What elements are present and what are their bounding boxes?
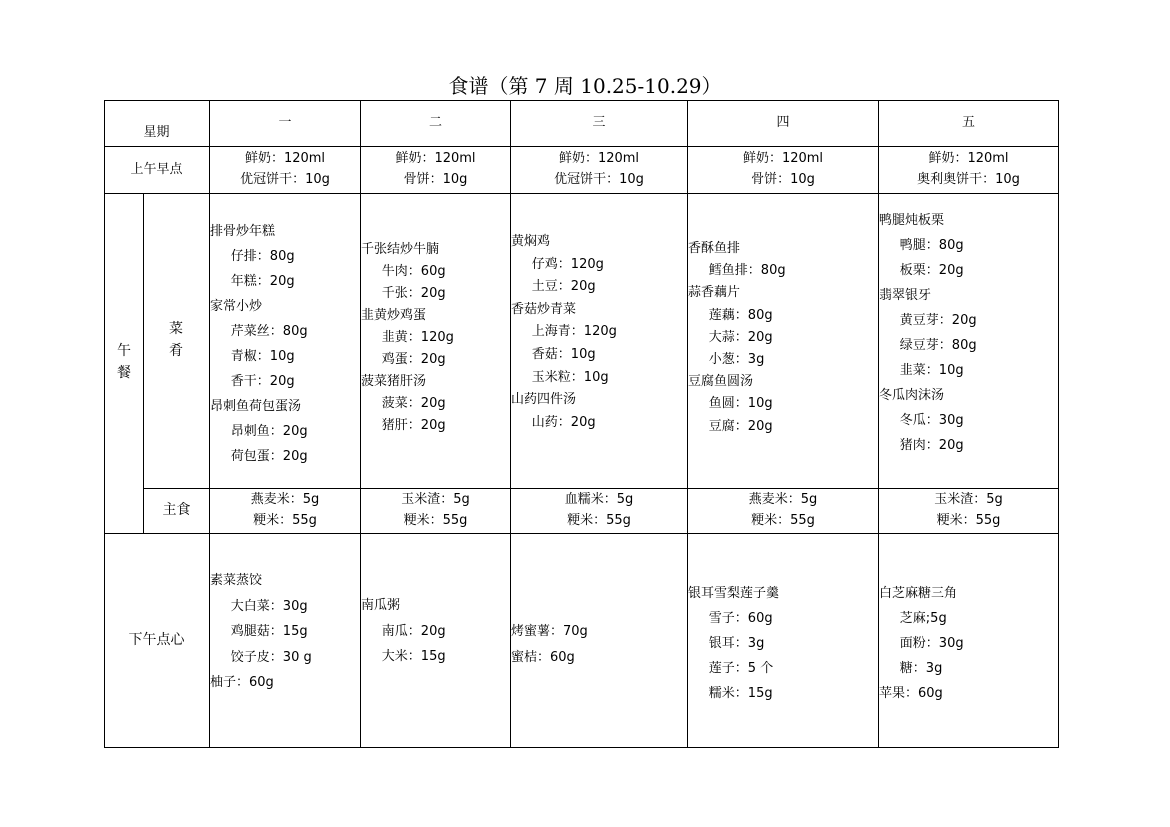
- ingredient-item: 冬瓜：30g: [899, 413, 964, 428]
- dish-name: 家常小炒: [210, 299, 263, 314]
- ingredient-item: 鱼圆：10g: [708, 396, 773, 412]
- lunch-label: [114, 340, 134, 384]
- dish-name: 南瓜粥: [361, 598, 401, 613]
- dish-name: 昂刺鱼荷包蛋汤: [210, 399, 302, 414]
- ingredient-item: 鸡蛋：20g: [381, 352, 446, 367]
- ingredient-item: 土豆：20g: [531, 279, 596, 295]
- lunch-dishes-cell: [210, 219, 360, 469]
- ingredient-item: 韭菜：10g: [899, 363, 964, 378]
- dish-name: 鸭腿炖板栗: [879, 213, 945, 228]
- row-divider: [104, 146, 1059, 147]
- staple-label: 主食: [162, 502, 191, 518]
- staple-item: 玉米渣：5g: [934, 492, 1003, 507]
- ingredient-item: 仔排：80g: [230, 249, 295, 264]
- dish-name: 冬瓜肉沫汤: [879, 388, 945, 403]
- dish-name: 黄焖鸡: [511, 234, 551, 249]
- staple-cell: [361, 489, 510, 531]
- morning-item: 奥利奥饼干：10g: [917, 172, 1020, 187]
- dish-name: 韭黄炒鸡蛋: [361, 308, 427, 323]
- ingredient-item: 荷包蛋：20g: [230, 449, 308, 464]
- morning-item: 优冠饼干：10g: [554, 172, 644, 187]
- lunch-dishes-cell: [688, 238, 878, 438]
- morning-snack-cell: [210, 148, 360, 190]
- ingredient-item: 绿豆芽：80g: [899, 338, 977, 353]
- ingredient-item: 芝麻;5g: [899, 611, 947, 626]
- day-header: 五: [961, 115, 975, 130]
- dishes-label-bottom: 肴: [169, 343, 183, 359]
- ingredient-item: 韭黄：120g: [381, 330, 454, 345]
- morning-item: 鲜奶：120ml: [928, 151, 1009, 166]
- morning-item: 鲜奶：120ml: [395, 151, 476, 166]
- dish-name: 苹果：60g: [879, 686, 943, 701]
- table-border-bottom: [104, 747, 1059, 748]
- ingredient-item: 小葱：3g: [708, 352, 765, 368]
- staple-item: 血糯米：5g: [564, 492, 634, 507]
- ingredient-item: 鸭腿：80g: [899, 238, 964, 253]
- ingredient-item: 菠菜：20g: [381, 396, 446, 411]
- afternoon-snack-cell: [361, 593, 510, 670]
- dish-name: 排骨炒年糕: [210, 224, 276, 239]
- ingredient-item: 南瓜：20g: [381, 623, 446, 639]
- dish-name: 蒜香藕片: [688, 285, 741, 301]
- afternoon-snack-cell: [688, 581, 878, 706]
- staple-item: 粳米：55g: [403, 513, 468, 528]
- ingredient-item: 糖：3g: [899, 661, 943, 676]
- ingredient-item: 香菇：10g: [531, 346, 596, 362]
- ingredient-item: 莲藕：80g: [708, 307, 773, 323]
- page-title: 食谱（第 7 周 10.25-10.29）: [448, 74, 722, 98]
- ingredient-item: 黄豆芽：20g: [899, 313, 977, 328]
- ingredient-item: 仔鸡：120g: [531, 256, 604, 272]
- ingredient-item: 玉米粒：10g: [531, 369, 609, 385]
- ingredient-item: 千张：20g: [381, 286, 446, 301]
- dish-name: 白芝麻糖三角: [879, 586, 958, 601]
- staple-cell: [879, 489, 1058, 531]
- ingredient-item: 鸡腿菇：15g: [230, 624, 308, 639]
- dish-name: 蜜桔：60g: [511, 650, 575, 665]
- row-divider: [104, 533, 1059, 534]
- ingredient-item: 莲子：5 个: [708, 661, 774, 676]
- ingredient-item: 板栗：20g: [899, 263, 964, 278]
- afternoon-snack-cell: [511, 619, 687, 671]
- dishes-label-top: 菜: [169, 321, 183, 337]
- morning-item: 骨饼：10g: [751, 172, 815, 187]
- afternoon-snack-label: 下午点心: [128, 632, 185, 648]
- staple-item: 玉米渣：5g: [401, 492, 470, 507]
- dish-name: 山药四件汤: [511, 392, 577, 408]
- lunch-dishes-cell: [361, 239, 510, 437]
- lunch-dishes-cell: [511, 231, 687, 434]
- morning-item: 优冠饼干：10g: [240, 172, 330, 187]
- dish-name: 柚子：60g: [210, 675, 274, 690]
- day-header: 一: [278, 115, 292, 130]
- staple-item: 粳米：55g: [253, 513, 317, 528]
- dishes-label: [166, 318, 186, 362]
- row-divider: [104, 193, 1059, 194]
- staple-item: 燕麦米：5g: [748, 492, 818, 507]
- morning-item: 鲜奶：120ml: [742, 151, 824, 166]
- staple-item: 粳米：55g: [567, 513, 631, 528]
- lunch-dishes-cell: [879, 208, 1058, 458]
- morning-snack-cell: [361, 148, 510, 190]
- morning-snack-cell: [879, 148, 1058, 190]
- weekday-header-label: 星期: [143, 125, 170, 140]
- staple-item: 燕麦米：5g: [250, 492, 320, 507]
- day-header: 二: [428, 115, 442, 130]
- ingredient-item: 大白菜：30g: [230, 598, 308, 614]
- ingredient-item: 昂刺鱼：20g: [230, 424, 308, 439]
- dish-name: 素菜蒸饺: [210, 573, 263, 588]
- day-header: 四: [776, 115, 790, 130]
- dish-name: 千张结炒牛腩: [361, 242, 440, 257]
- table-border-right: [1058, 100, 1059, 748]
- ingredient-item: 面粉：30g: [899, 636, 964, 651]
- dish-name: 香菇炒青菜: [511, 301, 577, 317]
- morning-item: 鲜奶：120ml: [558, 151, 640, 166]
- morning-item: 鲜奶：120ml: [244, 151, 326, 166]
- lunch-label-bottom: 餐: [117, 365, 131, 381]
- staple-cell: [511, 489, 687, 531]
- dish-name: 香酥鱼排: [688, 241, 741, 256]
- ingredient-item: 牛肉：60g: [381, 264, 446, 279]
- morning-snack-label: 上午早点: [130, 162, 183, 177]
- ingredient-item: 香干：20g: [230, 374, 295, 389]
- staple-cell: [210, 489, 360, 531]
- ingredient-item: 银耳：3g: [708, 636, 765, 651]
- table-border-top: [104, 100, 1059, 101]
- ingredient-item: 青椒：10g: [230, 349, 295, 364]
- lunch-label-top: 午: [117, 343, 131, 359]
- afternoon-snack-cell: [879, 581, 1058, 706]
- day-header: 三: [592, 115, 606, 130]
- ingredient-item: 山药：20g: [531, 414, 596, 430]
- morning-snack-cell: [511, 148, 687, 190]
- ingredient-item: 饺子皮：30 g: [230, 649, 312, 665]
- morning-snack-cell: [688, 148, 878, 190]
- dish-name: 翡翠银牙: [879, 288, 932, 303]
- ingredient-item: 大米：15g: [381, 649, 446, 664]
- ingredient-item: 芹菜丝：80g: [230, 324, 308, 339]
- dish-name: 银耳雪梨莲子羹: [688, 586, 780, 601]
- col-divider: [143, 193, 144, 533]
- ingredient-item: 雪子：60g: [708, 611, 773, 626]
- dish-name: 豆腐鱼圆汤: [688, 374, 754, 390]
- ingredient-item: 糯米：15g: [708, 686, 773, 701]
- ingredient-item: 鳕鱼排：80g: [708, 263, 786, 279]
- staple-item: 粳米：55g: [751, 513, 815, 528]
- afternoon-snack-cell: [210, 568, 360, 696]
- staple-cell: [688, 489, 878, 531]
- ingredient-item: 年糕：20g: [230, 274, 295, 289]
- dish-name: 菠菜猪肝汤: [361, 374, 427, 389]
- ingredient-item: 猪肉：20g: [899, 438, 964, 453]
- dish-name: 烤蜜薯：70g: [511, 624, 588, 639]
- morning-item: 骨饼：10g: [403, 172, 468, 187]
- ingredient-item: 猪肝：20g: [381, 418, 446, 433]
- ingredient-item: 豆腐：20g: [708, 418, 773, 434]
- ingredient-item: 上海青：120g: [531, 324, 617, 340]
- ingredient-item: 大蒜：20g: [708, 329, 773, 345]
- staple-item: 粳米：55g: [936, 513, 1001, 528]
